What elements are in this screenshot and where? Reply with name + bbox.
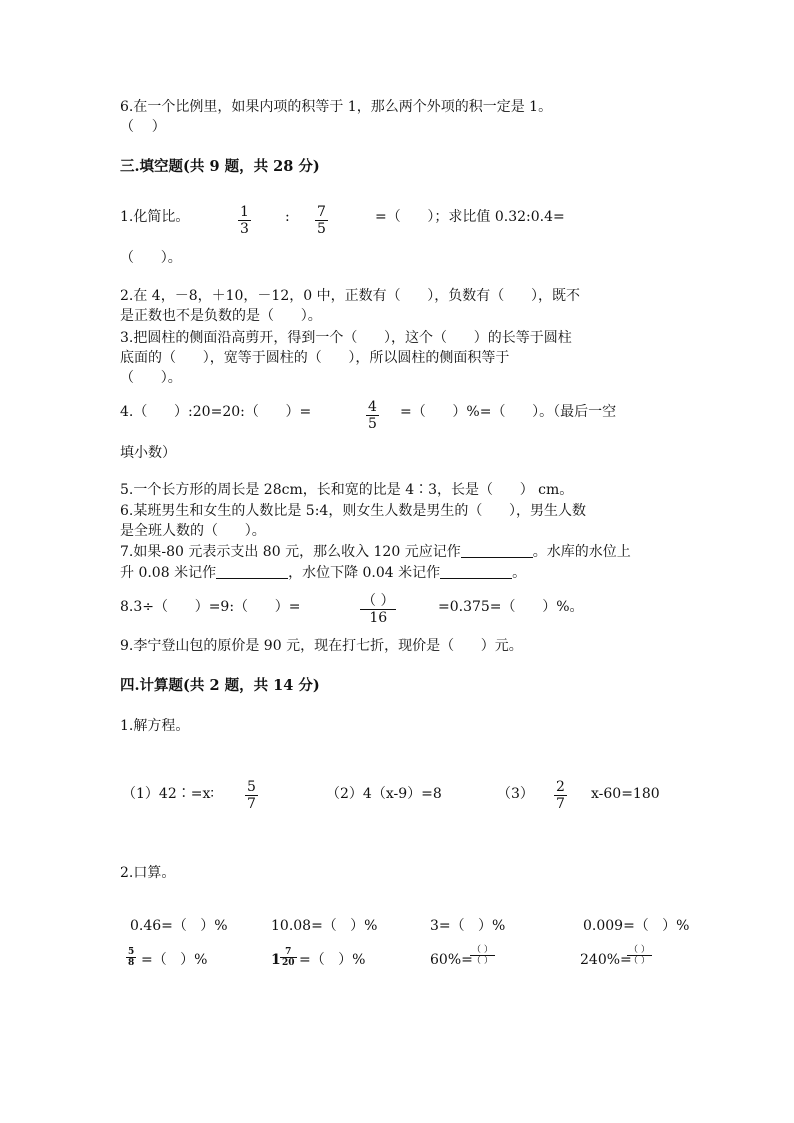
fraction-denominator: 7 <box>247 796 256 812</box>
judge-q6-line1: 6.在一个比例里，如果内项的积等于 1，那么两个外项的积一定是 1。 <box>120 99 553 115</box>
fraction-numerator: 7 <box>285 947 292 957</box>
equation-3-suffix: x-60=180 <box>591 786 660 802</box>
oral-calc-item-1: 0.46=（ ）% <box>130 918 228 934</box>
oral-calc-fraction-3 <box>470 945 495 966</box>
fraction-denominator: 8 <box>128 958 135 968</box>
equation-1-prefix: （1）42∶=x∶ <box>122 786 214 802</box>
section-title-fill-blank: 三.填空题(共 9 题，共 28 分) <box>120 158 320 175</box>
fraction-denominator: 20 <box>282 958 295 968</box>
oral-calc-item-8-prefix: 240%= <box>580 952 632 968</box>
oral-calc-mixed-whole: 1 <box>271 952 281 968</box>
fill-q4-suffix: =（ ）%=（ ）。（最后一空 <box>400 404 617 420</box>
oral-calc-item-6-suffix: =（ ）% <box>299 952 366 968</box>
fraction-denominator: 3 <box>240 221 249 237</box>
equation-3-fraction <box>554 779 567 812</box>
oral-calc-fraction-1 <box>126 947 136 968</box>
fraction-numerator: 5 <box>128 947 135 957</box>
fill-q1-line2: （ ）。 <box>120 250 182 266</box>
calc-q1-label: 1.解方程。 <box>120 718 190 734</box>
fraction-denominator: （ ） <box>472 956 493 966</box>
equation-2: （2）4（x-9）=8 <box>326 786 442 802</box>
section-title-calculation: 四.计算题(共 2 题，共 14 分) <box>120 677 320 694</box>
fill-q7-text-d: ，水位下降 0.04 米记作 <box>288 565 441 581</box>
fill-q1-prefix: 1.化简比。 <box>120 209 190 225</box>
fill-q8-suffix: =0.375=（ ）%。 <box>438 599 584 615</box>
fraction-denominator: 16 <box>360 609 396 626</box>
oral-calc-item-7-prefix: 60%= <box>430 952 473 968</box>
fill-q7-line1 <box>120 542 631 562</box>
fill-q1-fraction-2 <box>315 204 328 237</box>
calc-q2-label: 2.口算。 <box>120 865 176 881</box>
oral-calc-item-2: 10.08=（ ）% <box>271 918 378 934</box>
fill-q1-colon: : <box>285 209 290 225</box>
fill-q3-line1: 3.把圆柱的侧面沿高剪开，得到一个（ ），这个（ ）的长等于圆柱 <box>120 330 572 346</box>
fill-q7-text-a: 7.如果-80 元表示支出 80 元，那么收入 120 元应记作 <box>120 544 461 560</box>
fraction-numerator: （ ） <box>472 945 493 955</box>
answer-blank <box>440 564 512 579</box>
fraction-numerator: （ ） <box>362 593 395 609</box>
answer-blank <box>461 543 533 558</box>
judge-q6-answer-paren: （ ） <box>120 119 166 135</box>
fill-q8-prefix: 8.3÷（ ）=9:（ ）= <box>120 599 301 615</box>
fill-q4-line2: 填小数） <box>120 445 176 461</box>
fraction-denominator: 5 <box>317 221 326 237</box>
fill-q7-text-e: 。 <box>512 565 527 581</box>
fill-q4-fraction <box>366 399 379 432</box>
oral-calc-fraction-2 <box>280 947 297 968</box>
fraction-denominator: 5 <box>368 416 377 432</box>
oral-calc-item-5-suffix: =（ ）% <box>141 952 208 968</box>
fill-q1-suffix: =（ ）；求比值 0.32:0.4= <box>375 209 565 225</box>
fill-q6-line2: 是全班人数的（ ）。 <box>120 523 266 539</box>
fraction-denominator: （ ） <box>629 956 650 966</box>
fill-q2-line2: 是正数也不是负数的是（ ）。 <box>120 308 322 324</box>
fill-q3-line3: （ ）。 <box>120 370 182 386</box>
fill-q1-fraction-1 <box>238 204 251 237</box>
fill-q5: 5.一个长方形的周长是 28cm，长和宽的比是 4∶3，长是（ ） cm。 <box>120 482 574 498</box>
fraction-numerator: 1 <box>240 204 249 220</box>
fraction-numerator: 4 <box>368 399 377 415</box>
fill-q8-fraction <box>360 593 396 626</box>
oral-calc-item-3: 3=（ ）% <box>430 918 506 934</box>
fraction-numerator: （ ） <box>629 945 650 955</box>
fill-q4-prefix: 4.（ ）:20=20:（ ）= <box>120 404 312 420</box>
fill-q6-line1: 6.某班男生和女生的人数比是 5:4，则女生人数是男生的（ ），男生人数 <box>120 503 587 519</box>
fraction-numerator: 2 <box>556 779 565 795</box>
answer-blank <box>216 564 288 579</box>
fraction-numerator: 5 <box>247 779 256 795</box>
fill-q7-text-c: 升 0.08 米记作 <box>120 565 217 581</box>
oral-calc-item-4: 0.009=（ ）% <box>583 918 690 934</box>
fill-q7-text-b: 。水库的水位上 <box>532 544 631 560</box>
fraction-denominator: 7 <box>556 796 565 812</box>
fill-q3-line2: 底面的（ ），宽等于圆柱的（ ），所以圆柱的侧面积等于 <box>120 350 510 366</box>
fraction-numerator: 7 <box>317 204 326 220</box>
fill-q7-line2 <box>120 563 526 583</box>
fill-q2-line1: 2.在 4，－8，＋10，－12，0 中，正数有（ ），负数有（ ），既不 <box>120 288 581 304</box>
equation-3-prefix: （3） <box>497 786 534 802</box>
oral-calc-fraction-4 <box>627 945 652 966</box>
equation-1-fraction <box>245 779 258 812</box>
fill-q9: 9.李宁登山包的原价是 90 元，现在打七折，现价是（ ）元。 <box>120 638 523 654</box>
